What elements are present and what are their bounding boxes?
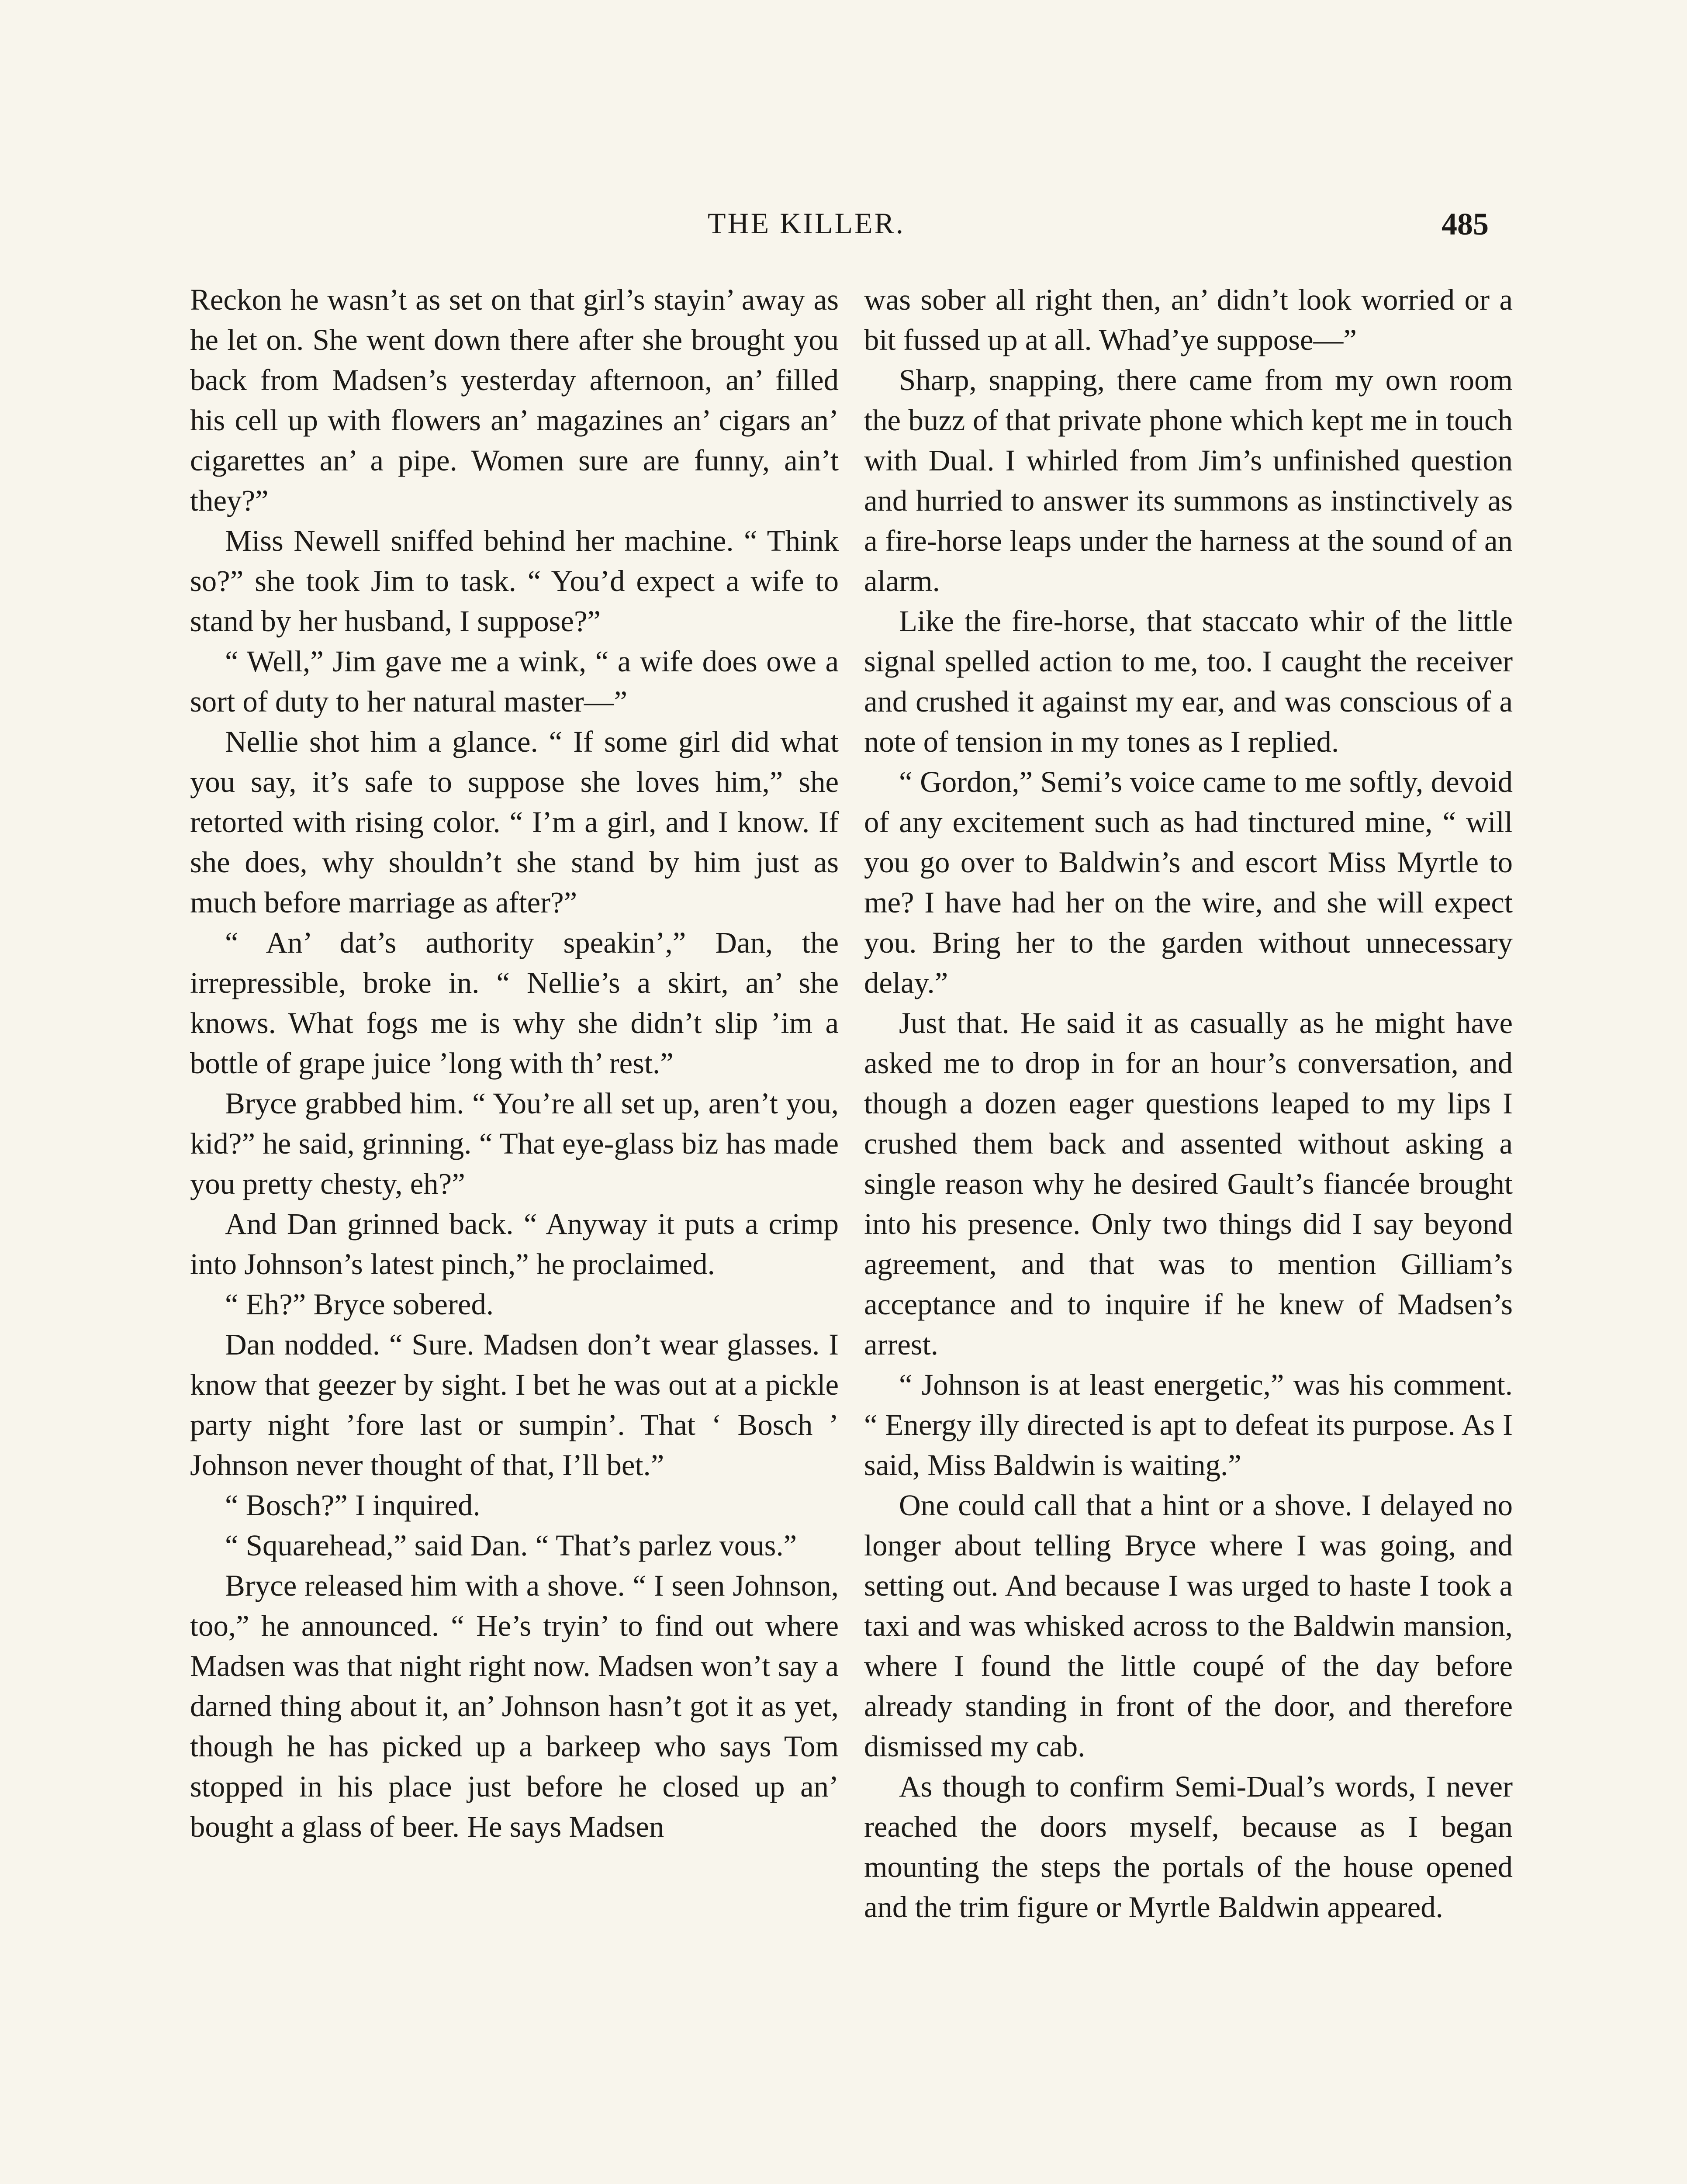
paragraph: “ Eh?” Bryce sobered. bbox=[225, 1288, 494, 1321]
paragraph: And Dan grinned back. “ Anyway it puts a crimp into Johnson’s latest pinch,” he proclaimed. bbox=[190, 1207, 839, 1281]
paragraph: Miss Newell sniffed behind her machine. “ Think so?” she took Jim to task. “ You’d expect a wife to stand by her husband, I suppose?” bbox=[190, 524, 839, 638]
paragraph: Reckon he wasn’t as set on that girl’s stayin’ away as he let on. She went down there after she brought you back from Madsen’s yesterday afternoon, an’ filled his cell up with flowers an’ magazines an’ cigars an’ cigarettes an’ a pipe. Women sure are funny, ain’t they?” bbox=[190, 283, 839, 517]
paragraph: “ Squarehead,” said Dan. “ That’s parlez vous.” bbox=[225, 1529, 797, 1562]
paragraph: Dan nodded. “ Sure. Madsen don’t wear glasses. I know that geezer by sight. I bet he was out at a pickle party night ’fore last or sumpin’. That ‘ Bosch ’ Johnson never thought of that, I’ll bet.” bbox=[190, 1328, 839, 1482]
paragraph: “ An’ dat’s authority speakin’,” Dan, the irrepressible, broke in. “ Nellie’s a skirt, an’ she knows. What fogs me is why she didn’t slip ’im a bottle of grape juice ’long with th’ rest.” bbox=[190, 926, 839, 1080]
paragraph: was sober all right then, an’ didn’t look worried or a bit fussed up at all. Whad’ye suppose—” bbox=[864, 283, 1513, 356]
page-header bbox=[0, 206, 1687, 250]
page-number: 485 bbox=[1442, 207, 1489, 242]
paragraph: “ Gordon,” Semi’s voice came to me softly, devoid of any excitement such as had tinctured mine, “ will you go over to Baldwin’s and escort Miss Myrtle to me? I have had her on the wire, and she will expect you. Bring her to the garden without unnecessary delay.” bbox=[864, 765, 1513, 999]
paragraph: Just that. He said it as casually as he might have asked me to drop in for an hour’s conversation, and though a dozen eager questions leaped to my lips I crushed them back and assented without asking a single reason why he desired Gault’s fiancée brought into his presence. Only two things did I say beyond agreement, and that was to mention Gilliam’s acceptance and to inquire if he knew of Madsen’s arrest. bbox=[864, 1006, 1513, 1361]
paragraph: As though to confirm Semi-Dual’s words, I never reached the doors myself, because as I began mounting the steps the portals of the house opened and the trim figure or Myrtle Baldwin appeared. bbox=[864, 1770, 1513, 1924]
paragraph: “ Bosch?” I inquired. bbox=[225, 1489, 481, 1522]
paragraph: Nellie shot him a glance. “ If some girl did what you say, it’s safe to suppose she loves him,” she retorted with rising color. “ I’m a girl, and I know. If she does, why shouldn’t she stand by him just as much before marriage as after?” bbox=[190, 725, 839, 919]
paragraph: Bryce grabbed him. “ You’re all set up, aren’t you, kid?” he said, grinning. “ That eye-glass biz has made you pretty chesty, eh?” bbox=[190, 1087, 839, 1200]
running-title: THE KILLER. bbox=[708, 207, 905, 240]
paragraph: Bryce released him with a shove. “ I seen Johnson, too,” he announced. “ He’s tryin’ to find out where Madsen was that night right now. Madsen won’t say a darned thing about it, an’ Johnson hasn’t got it as yet, though he has picked up a barkeep who says Tom stopped in his place just before he closed up an’ bought a glass of beer. He says Madsen bbox=[190, 1569, 839, 1843]
paragraph: “ Well,” Jim gave me a wink, “ a wife does owe a sort of duty to her natural master—” bbox=[190, 645, 839, 718]
paragraph: One could call that a hint or a shove. I delayed no longer about telling Bryce where I was going, and setting out. And because I was urged to haste I took a taxi and was whisked across to the Baldwin mansion, where I found the little coupé of the day before already standing in front of the door, and therefore dismissed my cab. bbox=[864, 1489, 1513, 1763]
paragraph: Like the fire-horse, that staccato whir of the little signal spelled action to me, too. I caught the receiver and crushed it against my ear, and was conscious of a note of tension in my tones as I replied. bbox=[864, 605, 1513, 758]
paragraph: Sharp, snapping, there came from my own room the buzz of that private phone which kept me in touch with Dual. I whirled from Jim’s unfinished question and hurried to answer its summons as instinctively as a fire-horse leaps under the harness at the sound of an alarm. bbox=[864, 363, 1513, 598]
left-column bbox=[190, 280, 839, 2184]
paragraph: “ Johnson is at least energetic,” was his comment. “ Energy illy directed is apt to defeat its purpose. As I said, Miss Baldwin is waiting.” bbox=[864, 1368, 1513, 1482]
right-column bbox=[864, 280, 1513, 2184]
